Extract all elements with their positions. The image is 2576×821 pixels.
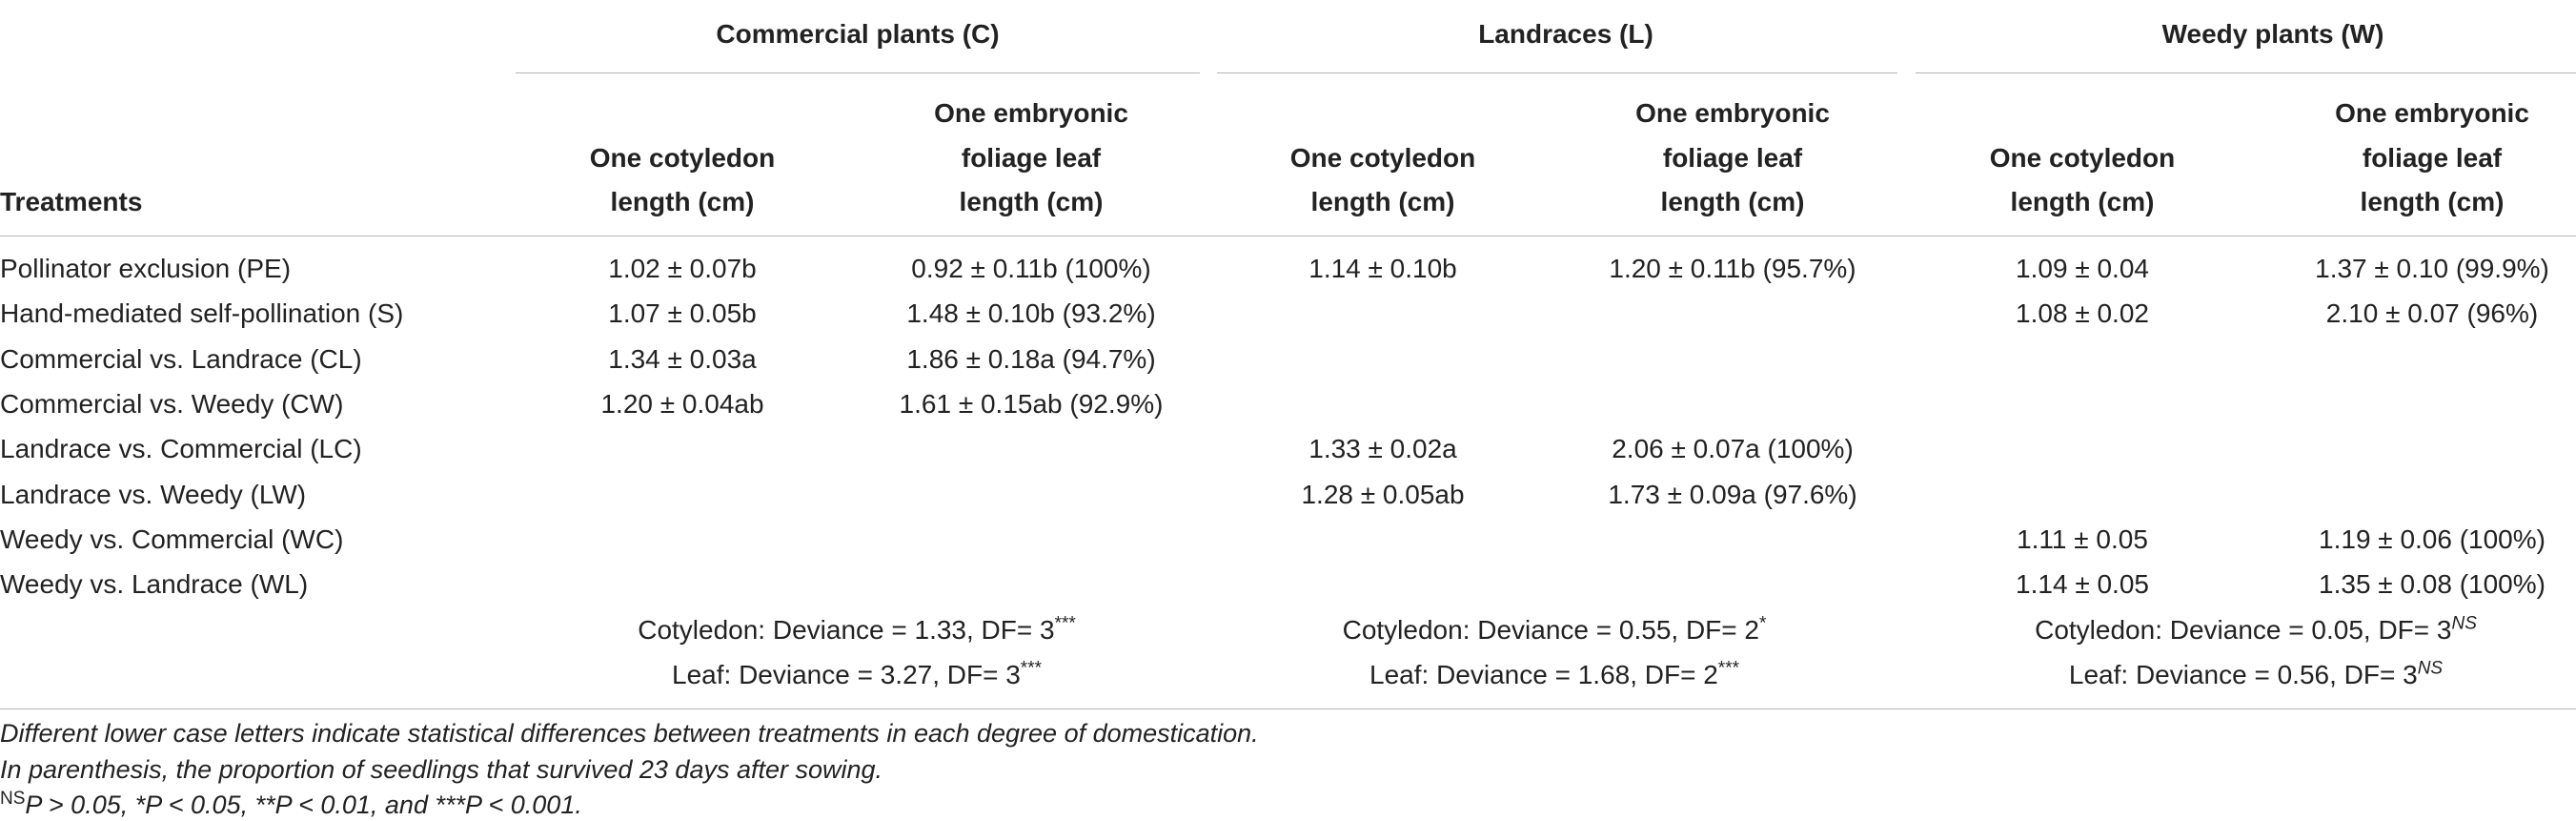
leaf-header-line2: foliage leaf bbox=[1662, 143, 1803, 173]
weedy-cotyledon-value: 1.09 ± 0.04 bbox=[2016, 254, 2149, 283]
treatment-label: Pollinator exclusion (PE) bbox=[0, 254, 292, 283]
commercial-cotyledon-value: 1.34 ± 0.03a bbox=[608, 344, 757, 374]
treatment-label: Weedy vs. Commercial (WC) bbox=[0, 524, 344, 554]
leaf-header-line3: length (cm) bbox=[959, 187, 1104, 216]
group-underline-weedy bbox=[1916, 72, 2576, 73]
treatment-label: Commercial vs. Landrace (CL) bbox=[0, 344, 362, 374]
landrace-cotyledon-value: 1.33 ± 0.02a bbox=[1308, 434, 1457, 463]
treatment-label: Landrace vs. Weedy (LW) bbox=[0, 480, 307, 509]
treatment-label: Commercial vs. Weedy (CW) bbox=[0, 389, 344, 419]
stats-commercial-leaf: Leaf: Deviance = 3.27, DF= 3*** bbox=[672, 658, 1042, 689]
leaf-header-line1: One embryonic bbox=[2335, 98, 2529, 128]
cotyledon-header-line2: length (cm) bbox=[610, 187, 755, 216]
group-underline-landraces bbox=[1217, 72, 1897, 73]
stats-landrace-leaf: Leaf: Deviance = 1.68, DF= 2*** bbox=[1369, 658, 1739, 689]
weedy-leaf-value: 1.19 ± 0.06 (100%) bbox=[2319, 524, 2546, 554]
group-header-landraces: Landraces (L) bbox=[1478, 19, 1653, 49]
landrace-cotyledon-value: 1.28 ± 0.05ab bbox=[1301, 480, 1465, 509]
cotyledon-header-line1: One cotyledon bbox=[1989, 143, 2176, 173]
treatments-header: Treatments bbox=[0, 187, 143, 216]
stats-weedy-cotyledon: Cotyledon: Deviance = 0.05, $DF= 3^{NS}$ bbox=[2035, 613, 2477, 645]
group-underline-commercial bbox=[516, 72, 1200, 73]
cotyledon-header-line2: length (cm) bbox=[1310, 187, 1455, 216]
commercial-cotyledon-value: 1.20 ± 0.04ab bbox=[600, 389, 764, 419]
leaf-header-line2: foliage leaf bbox=[961, 143, 1102, 173]
group-header-commercial: Commercial plants (C) bbox=[716, 19, 1000, 49]
weedy-leaf-value: 2.10 ± 0.07 (96%) bbox=[2325, 298, 2539, 328]
landrace-leaf-value: 1.20 ± 0.11b (95.7%) bbox=[1609, 254, 1856, 283]
group-header-weedy: Weedy plants (W) bbox=[2161, 19, 2384, 49]
treatment-label: Hand-mediated self-pollination (S) bbox=[0, 298, 404, 328]
cotyledon-header-line2: length (cm) bbox=[2010, 187, 2155, 216]
weedy-cotyledon-value: 1.11 ± 0.05 bbox=[2017, 524, 2148, 554]
leaf-header-line1: One embryonic bbox=[934, 98, 1128, 128]
commercial-leaf-value: 1.48 ± 0.10b (93.2%) bbox=[906, 298, 1156, 328]
commercial-leaf-value: 1.86 ± 0.18a (94.7%) bbox=[906, 344, 1156, 374]
table-bottom-rule bbox=[0, 708, 2576, 709]
stats-weedy-leaf: Leaf: Deviance = 0.56, $DF= 3^{NS}$ bbox=[2068, 658, 2444, 689]
leaf-header-line2: foliage leaf bbox=[2362, 143, 2503, 173]
commercial-leaf-value: 0.92 ± 0.11b (100%) bbox=[911, 254, 1151, 283]
landrace-cotyledon-value: 1.14 ± 0.10b bbox=[1308, 254, 1457, 283]
landrace-leaf-value: 2.06 ± 0.07a (100%) bbox=[1612, 434, 1854, 463]
weedy-leaf-value: 1.37 ± 0.10 (99.9%) bbox=[2315, 254, 2549, 283]
weedy-cotyledon-value: 1.14 ± 0.05 bbox=[2016, 569, 2149, 599]
stats-landrace-cotyledon: Cotyledon: Deviance = 0.55, DF= 2* bbox=[1342, 613, 1767, 645]
footnote-significance: $^{NS}$P > 0.05, *P < 0.05, **P < 0.01, and ***P < 0.001. bbox=[0, 789, 582, 819]
commercial-cotyledon-value: 1.02 ± 0.07b bbox=[608, 254, 757, 283]
landrace-leaf-value: 1.73 ± 0.09a (97.6%) bbox=[1608, 480, 1857, 509]
footnote-parenthesis: In parenthesis, the proportion of seedlings that survived 23 days after sowing. bbox=[0, 755, 883, 784]
treatment-label: Weedy vs. Landrace (WL) bbox=[0, 569, 309, 599]
commercial-leaf-value: 1.61 ± 0.15ab (92.9%) bbox=[899, 389, 1164, 419]
cotyledon-header-line1: One cotyledon bbox=[1289, 143, 1476, 173]
cotyledon-header-line1: One cotyledon bbox=[589, 143, 776, 173]
treatment-label: Landrace vs. Commercial (LC) bbox=[0, 434, 362, 463]
leaf-header-line3: length (cm) bbox=[2360, 187, 2505, 216]
weedy-leaf-value: 1.35 ± 0.08 (100%) bbox=[2319, 569, 2546, 599]
stats-commercial-cotyledon: Cotyledon: Deviance = 1.33, DF= 3*** bbox=[638, 613, 1076, 645]
commercial-cotyledon-value: 1.07 ± 0.05b bbox=[608, 298, 757, 328]
leaf-header-line3: length (cm) bbox=[1660, 187, 1805, 216]
leaf-header-line1: One embryonic bbox=[1635, 98, 1830, 128]
footnote-letters: Different lower case letters indicate statistical differences between treatments in each degree of domestication. bbox=[0, 719, 1259, 748]
weedy-cotyledon-value: 1.08 ± 0.02 bbox=[2016, 298, 2149, 328]
